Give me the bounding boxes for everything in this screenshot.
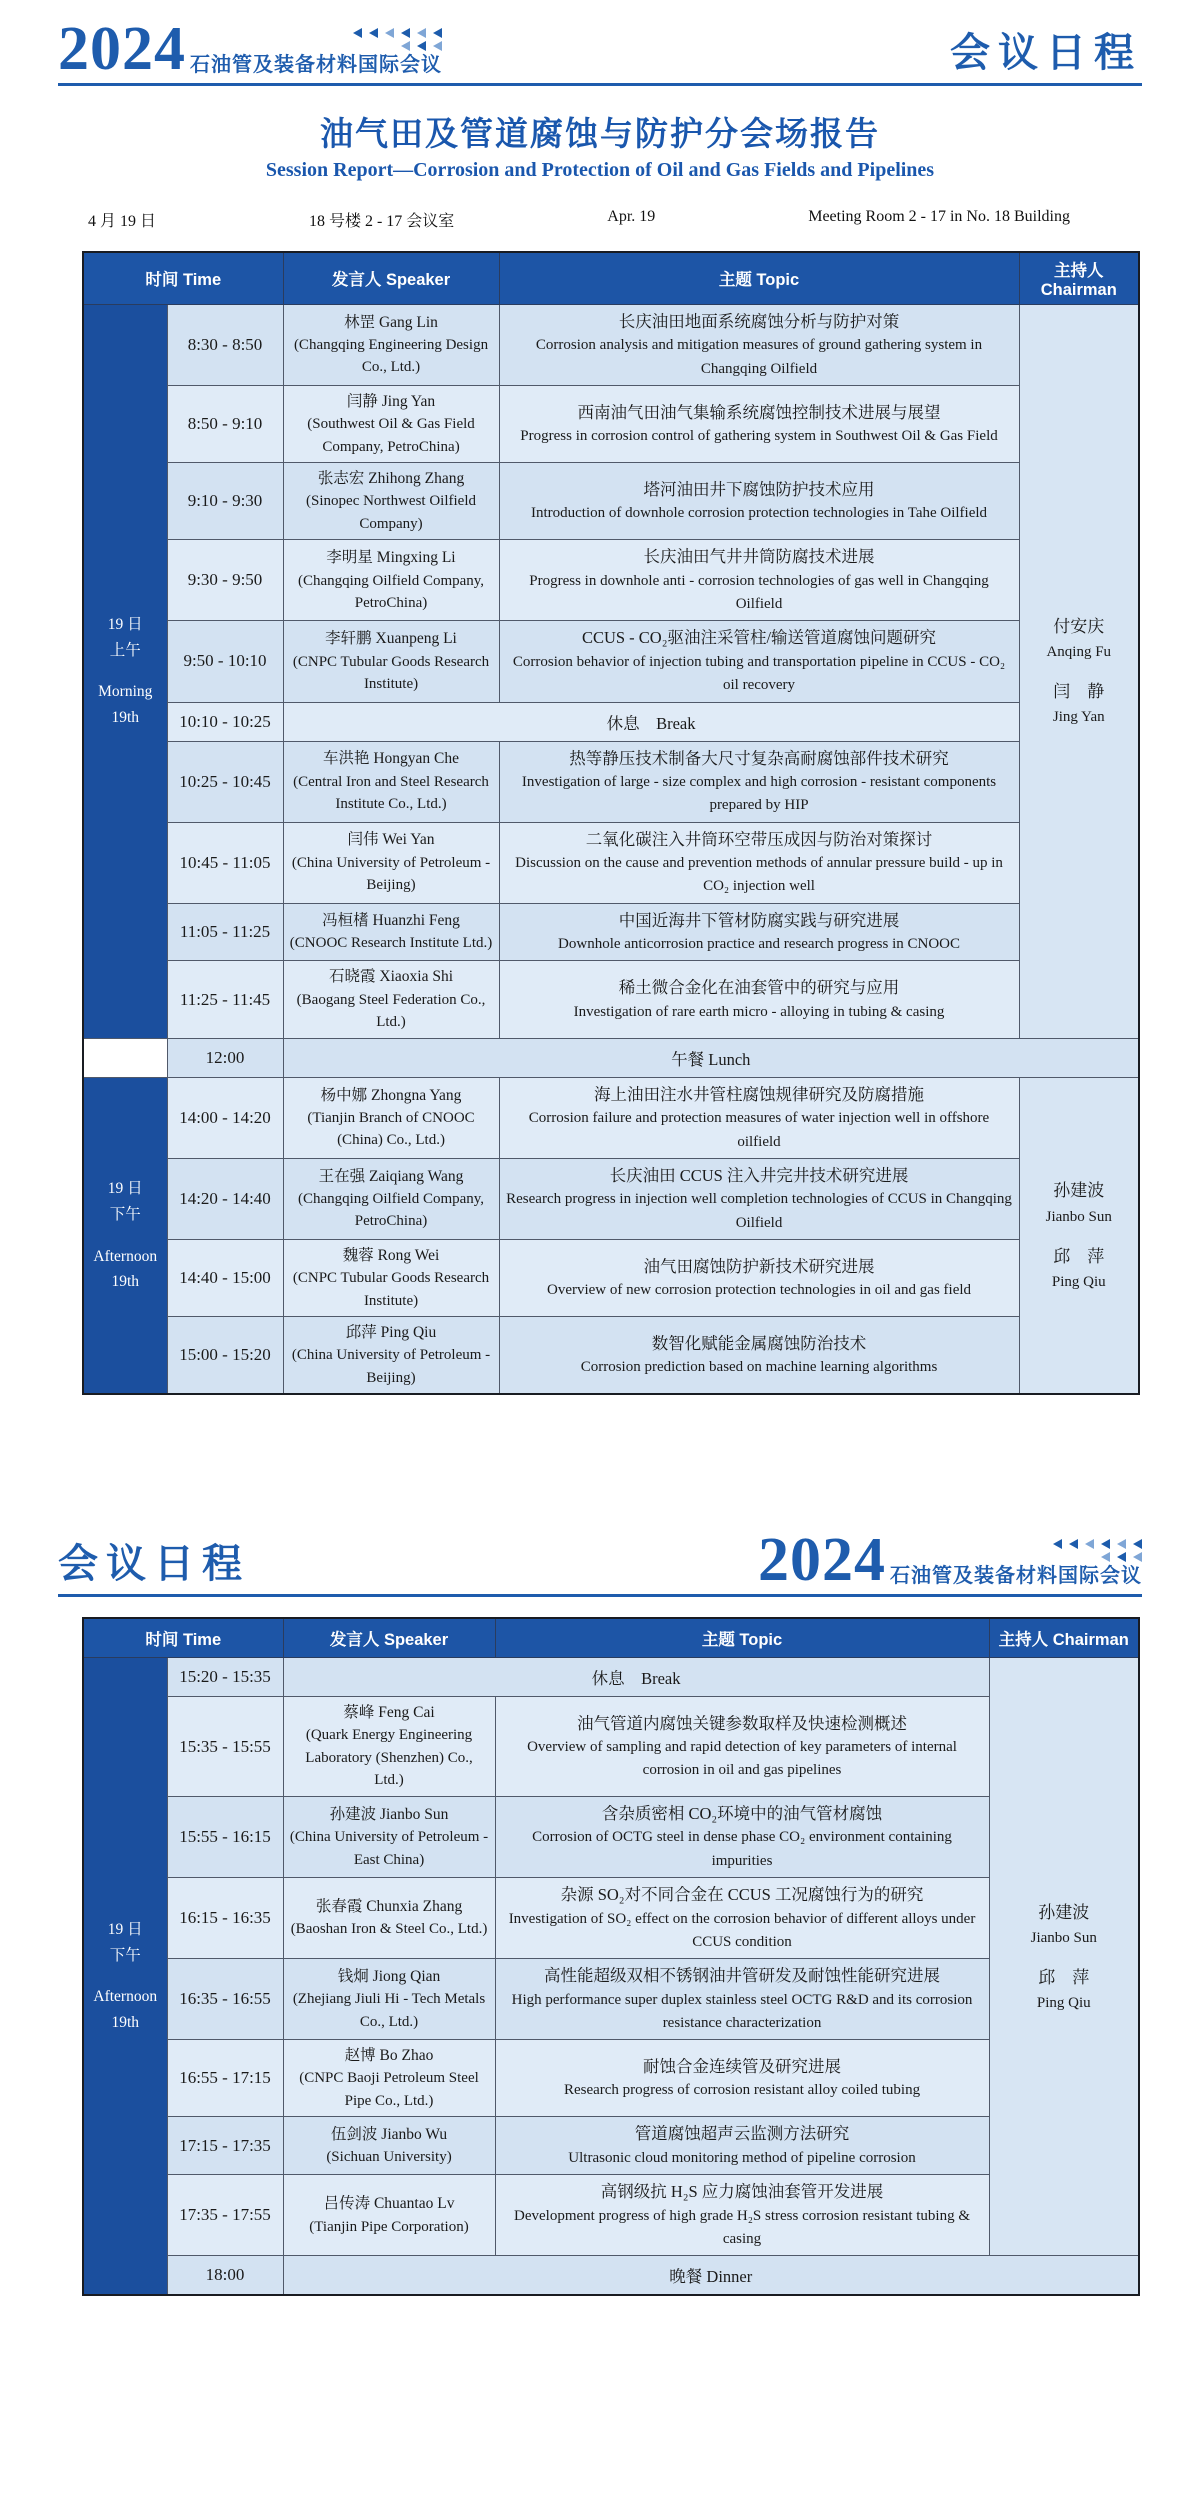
- break-row: [83, 702, 1139, 741]
- speaker-cell: [283, 903, 499, 961]
- topic-cell: [495, 2117, 989, 2175]
- speaker-cell: [283, 1239, 499, 1316]
- table-row: [83, 463, 1139, 540]
- speaker-organization: (Sinopec Northwest Oilfield Company): [306, 493, 476, 532]
- speaker-name: 杨中娜 Zhongna Yang: [320, 1086, 462, 1104]
- topic-title-cn: 高性能超级双相不锈钢油井管研发及耐蚀性能研究进展: [544, 1966, 941, 1986]
- speaker-organization: (Changqing Oilfield Company, PetroChina): [297, 572, 485, 612]
- col-header-topic: 主题 Topic: [495, 1618, 989, 1658]
- day-period-cn: 下午: [109, 1946, 141, 1964]
- topic-title-cn: 耐蚀合金连续管及研究进展: [643, 2056, 842, 2076]
- day-cell: [83, 304, 167, 1038]
- topic-title-en: High performance super duplex stainless steel OCTG R&D and its corrosion resistance characterization: [511, 1991, 973, 2031]
- speaker-organization: (Tianjin Pipe Corporation): [309, 2218, 469, 2235]
- col-header-speaker: 发言人 Speaker: [283, 252, 499, 305]
- speaker-name: 车洪艳 Hongyan Che: [322, 750, 460, 768]
- logo-right: [890, 1539, 1142, 1586]
- table-row: [83, 385, 1139, 462]
- speaker-cell: [283, 621, 499, 702]
- speaker-cell: [283, 1158, 499, 1239]
- time-cell: 15:20 - 15:35: [167, 1658, 283, 1697]
- day-date-cn: 19 日: [107, 1180, 143, 1198]
- topic-cell: [495, 2040, 989, 2117]
- session-title-en: Session Report—Corrosion and Protection of Oil and Gas Fields and Pipelines: [265, 158, 935, 181]
- topic-title-cn: 油气管道内腐蚀关键参数取样及快速检测概述: [577, 1713, 908, 1733]
- topic-title-en: Research progress in injection well completion technologies of CCUS in Changqing Oilfield: [506, 1191, 1012, 1231]
- chairman-name-en: Ping Qiu: [1036, 1994, 1091, 2011]
- table-row: [83, 2175, 1139, 2256]
- speaker-cell: [283, 540, 499, 621]
- topic-cell: [495, 1959, 989, 2040]
- page1-header: [58, 15, 1142, 83]
- topic-title-en: Downhole anticorrosion practice and research progress in CNOOC: [558, 936, 960, 953]
- speaker-name: 张春霞 Chunxia Zhang: [315, 1898, 463, 1916]
- day-date-cn: 19 日: [107, 1921, 143, 1939]
- session-title-cn: 油气田及管道腐蚀与防护分会场报告: [320, 116, 880, 153]
- day-date-en: 19th: [111, 1273, 140, 1291]
- day-date-en: 19th: [111, 2013, 140, 2031]
- speaker-organization: (Zhejiang Jiuli Hi - Tech Metals Co., Ltd.): [292, 1991, 486, 2030]
- topic-cell: [499, 1239, 1019, 1316]
- topic-title-cn: 管道腐蚀超声云监测方法研究: [634, 2124, 850, 2144]
- chairman-name-en: Ping Qiu: [1051, 1273, 1106, 1290]
- break-row: [83, 1658, 1139, 1697]
- topic-title-en: Ultrasonic cloud monitoring method of pipeline corrosion: [568, 2149, 916, 2166]
- left-triangle-icon: [1117, 1552, 1126, 1562]
- col-header-chairman: 主持人 Chairman: [1019, 252, 1139, 305]
- table-row: [83, 2040, 1139, 2117]
- day-period-cn: 下午: [109, 1205, 141, 1223]
- left-triangle-icon: [1053, 1539, 1062, 1549]
- topic-title-en: Corrosion failure and protection measures of water injection well in offshore oilfield: [528, 1110, 990, 1150]
- schedule-table-page2: [82, 1617, 1140, 2296]
- topic-title-en: Research progress of corrosion resistant alloy coiled tubing: [563, 2082, 921, 2099]
- chairman-name-cn: 闫 静: [1053, 682, 1105, 702]
- logo-conference-name: 石油管及装备材料国际会议: [890, 1565, 1142, 1588]
- left-triangle-icon: [401, 28, 410, 38]
- chairman-name-cn: 邱 萍: [1038, 1967, 1090, 1987]
- table-row: [83, 1959, 1139, 2040]
- conference-logo: [58, 15, 442, 83]
- speaker-cell: [283, 1697, 495, 1797]
- topic-title-en: Overview of new corrosion protection technologies in oil and gas field: [546, 1282, 972, 1299]
- session-date-cn: 4 月 19 日: [88, 212, 157, 230]
- topic-title-en: Corrosion analysis and mitigation measures of ground gathering system in Changqing Oilfield: [535, 337, 983, 377]
- table-row: [83, 741, 1139, 822]
- topic-title-en: Progress in corrosion control of gathering system in Southwest Oil & Gas Field: [520, 428, 998, 445]
- agenda-title: 会议日程: [950, 30, 1142, 75]
- left-triangle-icon: [401, 41, 410, 51]
- speaker-cell: [283, 385, 499, 462]
- speaker-organization: (Central Iron and Steel Research Institute Co., Ltd.): [293, 773, 489, 813]
- speaker-name: 冯桓榰 Huanzhi Feng: [322, 912, 460, 930]
- topic-title-en: Corrosion behavior of injection tubing and transportation pipeline in CCUS - CO₂ oil recovery: [512, 654, 1006, 694]
- speaker-name: 张志宏 Zhihong Zhang: [317, 470, 465, 488]
- topic-title-en: Investigation of large - size complex and high corrosion - resistant components prepared by HIP: [521, 774, 997, 814]
- left-triangle-icon: [417, 28, 426, 38]
- session-date-en: Apr. 19: [607, 207, 656, 225]
- topic-cell: [495, 2175, 989, 2256]
- table-row: [83, 1158, 1139, 1239]
- topic-cell: [499, 540, 1019, 621]
- speaker-organization: (Changqing Engineering Design Co., Ltd.): [293, 336, 489, 376]
- speaker-organization: (CNOOC Research Institute Ltd.): [289, 935, 493, 952]
- time-cell: 11:05 - 11:25: [167, 903, 283, 961]
- table-row: [83, 1697, 1139, 1797]
- topic-cell: [495, 1697, 989, 1797]
- col-header-time: 时间 Time: [83, 1618, 283, 1658]
- time-cell: 9:10 - 9:30: [167, 463, 283, 540]
- schedule-table-page1: [82, 251, 1140, 1396]
- topic-title-en: Overview of sampling and rapid detection of key parameters of internal corrosion in oil and gas pipelines: [527, 1739, 957, 1779]
- topic-cell: [499, 822, 1019, 903]
- table-body: [83, 1658, 1139, 2296]
- table-head: [83, 1618, 1139, 1658]
- topic-cell: [499, 304, 1019, 385]
- table-row: [83, 2117, 1139, 2175]
- table-row: [83, 1317, 1139, 1395]
- speaker-name: 李轩鹏 Xuanpeng Li: [325, 630, 457, 648]
- topic-title-cn: 海上油田注水井管柱腐蚀规律研究及防腐措施: [594, 1084, 925, 1104]
- time-cell: 16:55 - 17:15: [167, 2040, 283, 2117]
- table-row: [83, 621, 1139, 702]
- session-room-en: Meeting Room 2 - 17 in No. 18 Building: [808, 207, 1070, 225]
- speaker-cell: [283, 1317, 499, 1395]
- speaker-name: 吕传涛 Chuantao Lv: [323, 2195, 455, 2213]
- day-date-cn: 19 日: [107, 616, 143, 634]
- time-cell: 16:35 - 16:55: [167, 1959, 283, 2040]
- header-row: [83, 252, 1139, 305]
- time-cell: 10:10 - 10:25: [167, 702, 283, 741]
- topic-cell: [499, 1317, 1019, 1395]
- speaker-name: 石晓霞 Xiaoxia Shi: [329, 968, 454, 986]
- time-cell: 12:00: [167, 1038, 283, 1077]
- speaker-name: 邱萍 Ping Qiu: [345, 1324, 437, 1342]
- speaker-organization: (China University of Petroleum - Beijing): [291, 1347, 491, 1386]
- topic-title-en: Progress in downhole anti - corrosion technologies of gas well in Changqing Oilfield: [529, 572, 989, 613]
- time-cell: 15:55 - 16:15: [167, 1796, 283, 1877]
- chairman-name-en: Anqing Fu: [1046, 644, 1112, 661]
- chairman-name-cn: 孙建波: [1053, 1181, 1105, 1201]
- day-period-en: Afternoon: [93, 1247, 158, 1265]
- chairman-name-cn: 孙建波: [1038, 1902, 1090, 1922]
- topic-cell: [499, 1158, 1019, 1239]
- topic-cell: [499, 621, 1019, 702]
- chairman-name-cn: 邱 萍: [1053, 1246, 1105, 1266]
- day-cell: [83, 1658, 167, 2296]
- col-header-topic: 主题 Topic: [499, 252, 1019, 305]
- break-label: 休息 Break: [283, 1658, 989, 1697]
- topic-cell: [499, 903, 1019, 961]
- topic-title-cn: 油气田腐蚀防护新技术研究进展: [643, 1256, 875, 1276]
- left-triangle-icon: [1133, 1539, 1142, 1549]
- left-triangle-icon: [385, 28, 394, 38]
- left-triangle-icon: [1069, 1539, 1078, 1549]
- speaker-organization: (Baogang Steel Federation Co., Ltd.): [296, 991, 486, 1031]
- table-row: [83, 822, 1139, 903]
- speaker-organization: (Quark Energy Engineering Laboratory (Shenzhen) Co., Ltd.): [305, 1727, 473, 1789]
- table-body: [83, 304, 1139, 1394]
- topic-title-cn: 稀土微合金化在油套管中的研究与应用: [618, 978, 900, 998]
- speaker-name: 伍剑波 Jianbo Wu: [330, 2125, 448, 2143]
- chairman-entry: [1026, 1177, 1133, 1228]
- page2-header: [58, 1526, 1142, 1595]
- speaker-cell: [283, 822, 499, 903]
- break-label: 休息 Break: [283, 702, 1019, 741]
- time-cell: 18:00: [167, 2256, 283, 2296]
- time-cell: 10:45 - 11:05: [167, 822, 283, 903]
- day-date-en: 19th: [111, 708, 140, 726]
- time-cell: 11:25 - 11:45: [167, 961, 283, 1038]
- topic-title-en: Corrosion prediction based on machine learning algorithms: [580, 1359, 938, 1376]
- arrow-decoration: [1053, 1539, 1142, 1562]
- meal-label: 午餐 Lunch: [283, 1038, 1139, 1077]
- arrow-row: [353, 28, 442, 38]
- speaker-organization: (China University of Petroleum - East China): [289, 1829, 489, 1868]
- day-period-cn: 上午: [109, 641, 141, 659]
- time-cell: 9:30 - 9:50: [167, 540, 283, 621]
- time-cell: 8:50 - 9:10: [167, 385, 283, 462]
- chairman-cell: [1019, 1077, 1139, 1394]
- topic-title-cn: CCUS - CO₂驱油注采管柱/输送管道腐蚀问题研究: [581, 628, 937, 648]
- time-cell: 9:50 - 10:10: [167, 621, 283, 702]
- header-row: [83, 1618, 1139, 1658]
- logo-year: 2024: [58, 15, 186, 83]
- chairman-cell: [1019, 304, 1139, 1038]
- logo-right: [190, 28, 442, 75]
- left-triangle-icon: [1133, 1552, 1142, 1562]
- topic-title-cn: 长庆油田气井井筒防腐技术进展: [643, 547, 875, 567]
- chairman-entry: [1026, 613, 1133, 664]
- table-row: [83, 1877, 1139, 1958]
- topic-cell: [499, 1077, 1019, 1158]
- col-header-speaker: 发言人 Speaker: [283, 1618, 495, 1658]
- speaker-name: 赵博 Bo Zhao: [344, 2047, 434, 2065]
- table-row: [83, 1796, 1139, 1877]
- table-row: [83, 903, 1139, 961]
- speaker-organization: (Sichuan University): [326, 2149, 452, 2166]
- topic-title-cn: 中国近海井下管材防腐实践与研究进展: [618, 910, 900, 930]
- left-triangle-icon: [433, 28, 442, 38]
- topic-title-en: Investigation of SO₂ effect on the corrosion behavior of different alloys under CCUS condition: [508, 1910, 976, 1950]
- session-info-row: [58, 208, 1142, 231]
- chairman-entry: [996, 1899, 1133, 1950]
- topic-title-en: Development progress of high grade H₂S stress corrosion resistant tubing & casing: [514, 2207, 970, 2247]
- topic-title-cn: 西南油气田油气集输系统腐蚀控制技术进展与展望: [577, 402, 941, 422]
- topic-title-cn: 杂源 SO₂对不同合金在 CCUS 工况腐蚀行为的研究: [560, 1884, 924, 1904]
- speaker-cell: [283, 1877, 495, 1958]
- chairman-name-cn: 付安庆: [1053, 617, 1105, 637]
- speaker-cell: [283, 961, 499, 1038]
- chairman-entry: [1026, 1243, 1133, 1294]
- meal-label: 晚餐 Dinner: [283, 2256, 1139, 2296]
- col-header-time: 时间 Time: [83, 252, 283, 305]
- spacer: [90, 663, 161, 679]
- chairman-cell: [989, 1658, 1139, 2256]
- table-row: [83, 304, 1139, 385]
- speaker-organization: (CNPC Tubular Goods Research Institute): [292, 653, 490, 693]
- header-rule: [58, 83, 1142, 86]
- meal-row: [83, 2256, 1139, 2296]
- meal-row: [83, 1038, 1139, 1077]
- table-row: [83, 540, 1139, 621]
- session-room-cn: 18 号楼 2 - 17 会议室: [308, 212, 455, 230]
- speaker-cell: [283, 1077, 499, 1158]
- speaker-cell: [283, 304, 499, 385]
- topic-title-cn: 含杂质密相 CO₂环境中的油气管材腐蚀: [601, 1803, 883, 1823]
- speaker-organization: (CNPC Tubular Goods Research Institute): [292, 1270, 490, 1309]
- time-cell: 15:00 - 15:20: [167, 1317, 283, 1395]
- topic-cell: [499, 385, 1019, 462]
- logo-conference-name: 石油管及装备材料国际会议: [190, 53, 442, 76]
- topic-title-cn: 二氧化碳注入井筒环空带压成因与防治对策探讨: [585, 829, 933, 849]
- time-cell: 17:35 - 17:55: [167, 2175, 283, 2256]
- speaker-organization: (Southwest Oil & Gas Field Company, PetroChina): [307, 416, 475, 455]
- speaker-cell: [283, 2117, 495, 2175]
- left-triangle-icon: [1117, 1539, 1126, 1549]
- topic-title-cn: 热等静压技术制备大尺寸复杂高耐腐蚀部件技术研究: [569, 748, 949, 768]
- speaker-cell: [283, 2040, 495, 2117]
- left-triangle-icon: [433, 41, 442, 51]
- speaker-cell: [283, 1959, 495, 2040]
- chairman-name-en: Jianbo Sun: [1030, 1929, 1097, 1946]
- speaker-name: 李明星 Mingxing Li: [326, 549, 456, 567]
- left-triangle-icon: [369, 28, 378, 38]
- arrow-decoration: [353, 28, 442, 51]
- time-cell: 8:30 - 8:50: [167, 304, 283, 385]
- spacer: [90, 1968, 161, 1984]
- speaker-cell: [283, 463, 499, 540]
- topic-title-cn: 长庆油田地面系统腐蚀分析与防护对策: [618, 311, 900, 331]
- chairman-entry: [996, 1964, 1133, 2015]
- speaker-name: 林罡 Gang Lin: [344, 313, 438, 331]
- table-row: [83, 1077, 1139, 1158]
- table-row: [83, 1239, 1139, 1316]
- time-cell: 14:20 - 14:40: [167, 1158, 283, 1239]
- speaker-cell: [283, 1796, 495, 1877]
- left-triangle-icon: [1085, 1539, 1094, 1549]
- chairman-entry: [1026, 678, 1133, 729]
- speaker-organization: (CNPC Baoji Petroleum Steel Pipe Co., Ltd.): [299, 2070, 479, 2109]
- topic-cell: [499, 961, 1019, 1038]
- header-rule: [58, 1594, 1142, 1597]
- speaker-name: 蔡峰 Feng Cai: [343, 1704, 435, 1722]
- speaker-cell: [283, 2175, 495, 2256]
- time-cell: 17:15 - 17:35: [167, 2117, 283, 2175]
- topic-title-cn: 数智化赋能金属腐蚀防治技术: [651, 1333, 867, 1353]
- left-triangle-icon: [1101, 1539, 1110, 1549]
- speaker-organization: (Tianjin Branch of CNOOC (China) Co., Ltd.): [307, 1109, 475, 1149]
- speaker-name: 闫伟 Wei Yan: [347, 831, 435, 849]
- topic-cell: [495, 1877, 989, 1958]
- speaker-name: 孙建波 Jianbo Sun: [329, 1805, 449, 1823]
- logo-year: 2024: [758, 1526, 886, 1595]
- chairman-name-en: Jing Yan: [1052, 709, 1105, 726]
- speaker-name: 王在强 Zaiqiang Wang: [318, 1167, 464, 1185]
- col-header-chairman: 主持人 Chairman: [989, 1618, 1139, 1658]
- topic-title-cn: 长庆油田 CCUS 注入井完井技术研究进展: [609, 1165, 909, 1185]
- topic-title-en: Discussion on the cause and prevention methods of annular pressure build - up in CO₂ injection well: [515, 855, 1003, 895]
- topic-title-en: Introduction of downhole corrosion protection technologies in Tahe Oilfield: [530, 505, 988, 522]
- table-row: [83, 961, 1139, 1038]
- conference-logo: [758, 1526, 1142, 1595]
- topic-title-cn: 塔河油田井下腐蚀防护技术应用: [643, 479, 875, 499]
- speaker-name: 钱炯 Jiong Qian: [337, 1967, 441, 1985]
- day-period-en: Afternoon: [93, 1988, 158, 2006]
- speaker-organization: (Baoshan Iron & Steel Co., Ltd.): [290, 1921, 488, 1938]
- time-cell: 10:25 - 10:45: [167, 741, 283, 822]
- speaker-organization: (Changqing Oilfield Company, PetroChina): [297, 1190, 485, 1230]
- day-empty-cell: [83, 1038, 167, 1077]
- speaker-name: 闫静 Jing Yan: [346, 392, 436, 410]
- topic-cell: [499, 463, 1019, 540]
- day-cell: [83, 1077, 167, 1394]
- topic-cell: [499, 741, 1019, 822]
- agenda-title: 会议日程: [58, 1542, 250, 1587]
- speaker-cell: [283, 741, 499, 822]
- time-cell: 14:00 - 14:20: [167, 1077, 283, 1158]
- left-triangle-icon: [417, 41, 426, 51]
- time-cell: 16:15 - 16:35: [167, 1877, 283, 1958]
- arrow-row: [401, 41, 442, 51]
- table-head: [83, 252, 1139, 305]
- topic-cell: [495, 1796, 989, 1877]
- time-cell: 15:35 - 15:55: [167, 1697, 283, 1797]
- speaker-organization: (China University of Petroleum - Beijing): [291, 854, 491, 894]
- topic-title-cn: 高钢级抗 H₂S 应力腐蚀油套管开发进展: [600, 2182, 884, 2202]
- arrow-row: [1101, 1552, 1142, 1562]
- day-period-en: Morning: [98, 683, 153, 701]
- topic-title-en: Corrosion of OCTG steel in dense phase CO₂ environment containing impurities: [532, 1829, 952, 1869]
- time-cell: 14:40 - 15:00: [167, 1239, 283, 1316]
- spacer: [90, 1228, 161, 1244]
- speaker-name: 魏蓉 Rong Wei: [342, 1246, 440, 1264]
- chairman-name-en: Jianbo Sun: [1045, 1208, 1112, 1225]
- topic-title-en: Investigation of rare earth micro - alloying in tubing & casing: [573, 1003, 945, 1020]
- arrow-row: [1053, 1539, 1142, 1549]
- left-triangle-icon: [1101, 1552, 1110, 1562]
- left-triangle-icon: [353, 28, 362, 38]
